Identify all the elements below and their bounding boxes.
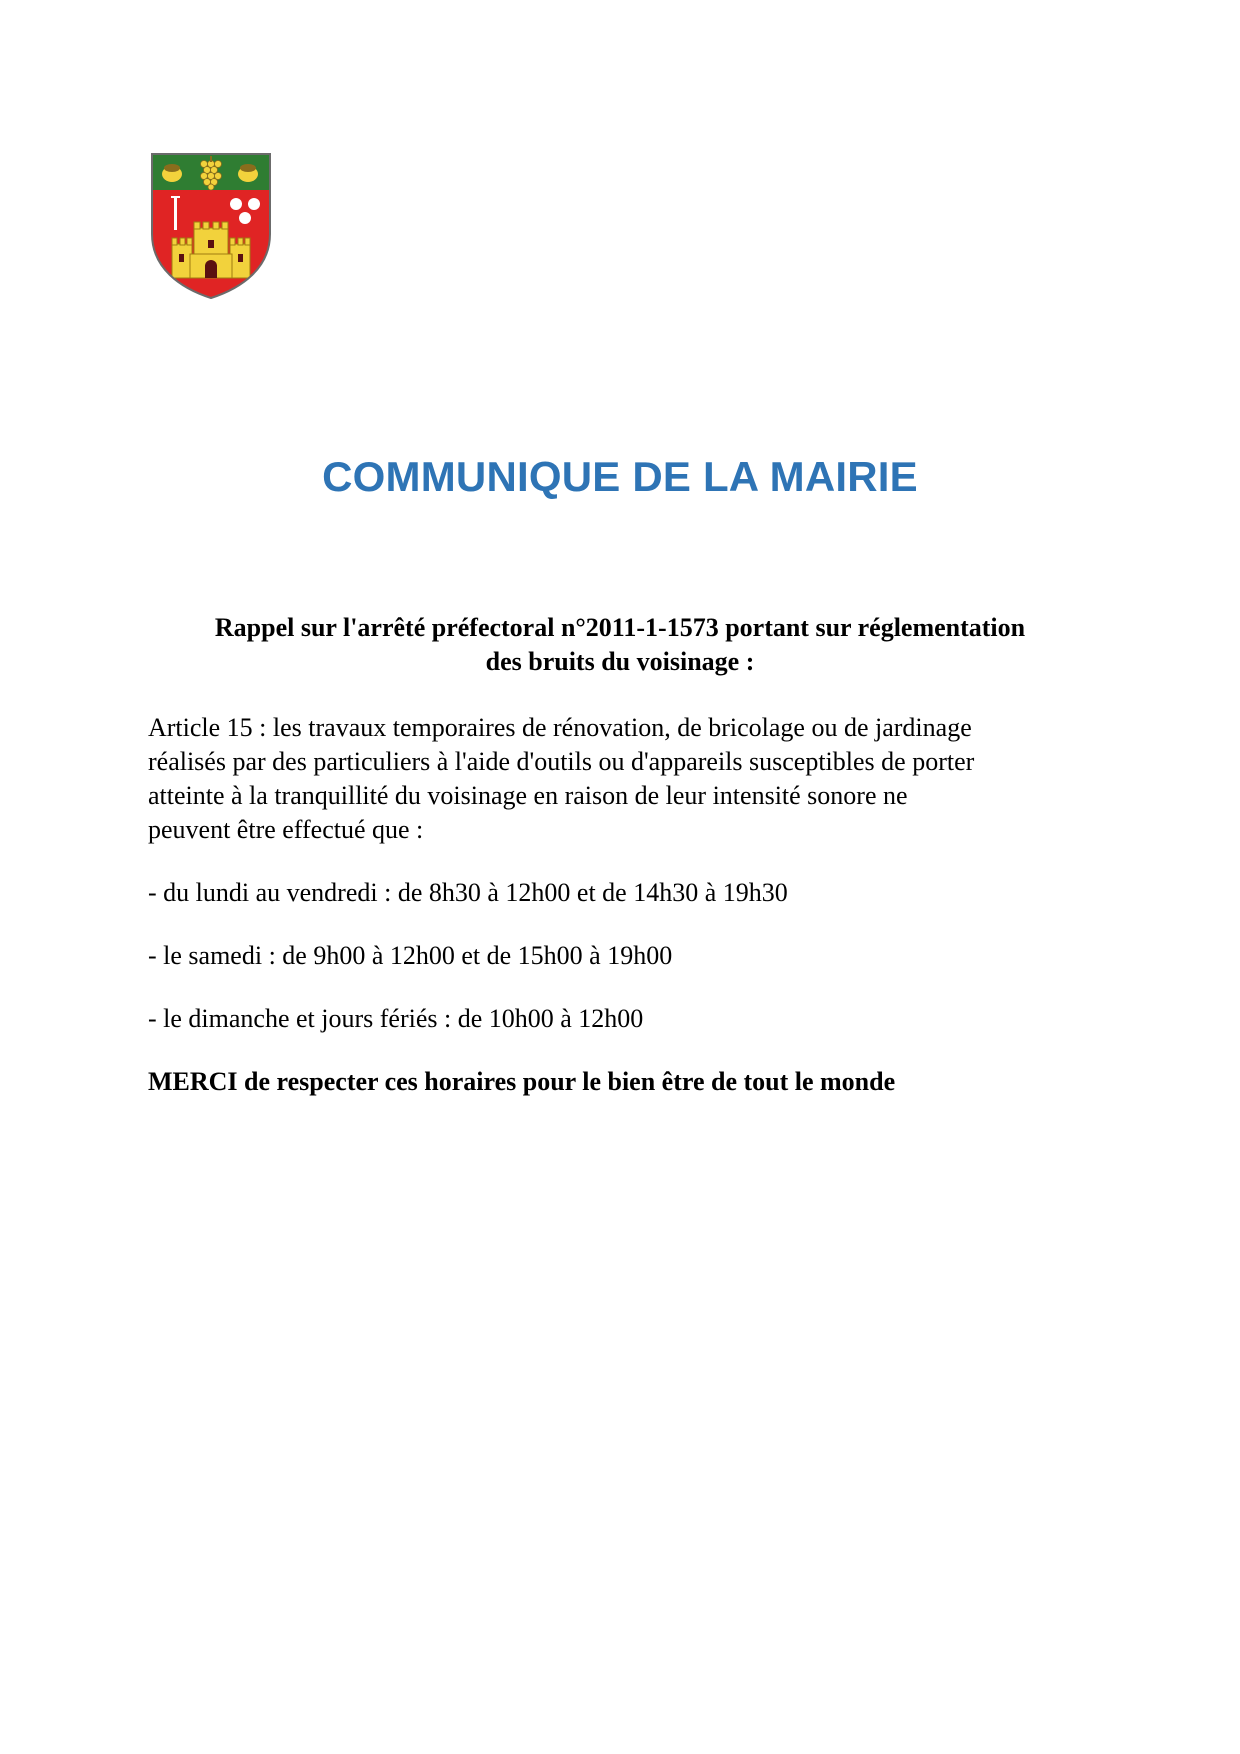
schedule-saturday: - le samedi : de 9h00 à 12h00 et de 15h00 à 19h00 xyxy=(148,941,673,970)
article-line: peuvent être effectué que : xyxy=(148,815,424,844)
schedule-sunday-holidays: - le dimanche et jours fériés : de 10h00 à 12h00 xyxy=(148,1004,644,1033)
article-line: Article 15 : les travaux temporaires de rénovation, de bricolage ou de jardinage xyxy=(148,713,972,742)
closing-message: MERCI de respecter ces horaires pour le bien être de tout le monde xyxy=(148,1067,896,1096)
article-line: réalisés par des particuliers à l'aide d'outils ou d'appareils susceptibles de porter xyxy=(148,747,975,776)
page-title: COMMUNIQUE DE LA MAIRIE xyxy=(322,453,918,500)
article-line: atteinte à la tranquillité du voisinage en raison de leur intensité sonore ne xyxy=(148,781,908,810)
decree-reminder-line: des bruits du voisinage : xyxy=(485,647,755,676)
article-paragraph xyxy=(148,711,1088,847)
decree-reminder-heading xyxy=(148,611,1092,679)
decree-reminder-line: Rappel sur l'arrêté préfectoral n°2011-1-1573 portant sur réglementation xyxy=(214,613,1026,642)
schedule-weekdays: - du lundi au vendredi : de 8h30 à 12h00 et de 14h30 à 19h30 xyxy=(148,878,788,907)
coat-of-arms-icon xyxy=(150,152,272,300)
